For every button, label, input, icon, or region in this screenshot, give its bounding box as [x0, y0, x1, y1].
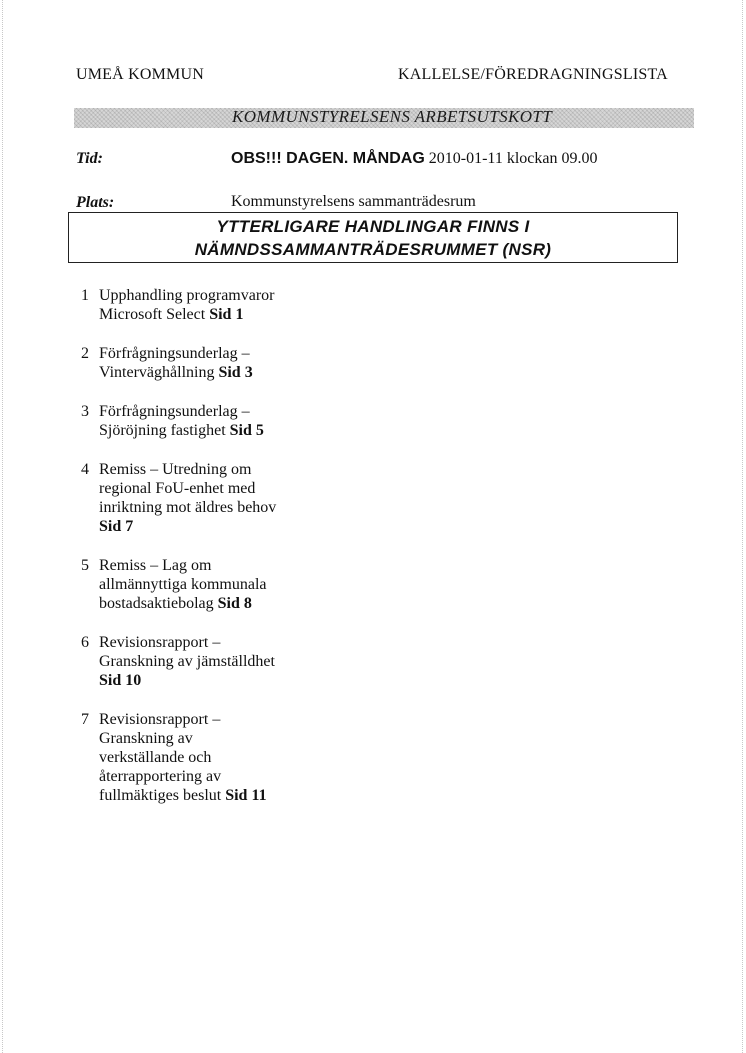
agenda-item-page-ref: Sid 8: [217, 595, 252, 612]
agenda-item-line: Förfrågningsunderlag –: [99, 345, 250, 362]
agenda-item-last-line: [99, 305, 336, 324]
agenda-item-text: [99, 710, 336, 805]
agenda-item-last-line: [99, 671, 336, 690]
agenda-item-line: Förfrågningsunderlag –: [99, 403, 250, 420]
agenda-item-line: återrapportering av: [99, 768, 222, 785]
agenda-item-last-text: bostadsaktiebolag: [99, 595, 218, 612]
agenda-item-text: [99, 402, 336, 440]
agenda-item-line: allmännyttiga kommunala: [99, 576, 267, 593]
agenda-item-text: [99, 633, 336, 690]
agenda-list: [76, 286, 336, 825]
agenda-item: [76, 402, 336, 440]
tid-highlight: OBS!!! DAGEN. MÅNDAG: [231, 150, 425, 167]
scan-edge-right: [742, 0, 743, 1053]
agenda-item-number: 7: [81, 711, 89, 728]
document-type: KALLELSE/FÖREDRAGNINGSLISTA: [398, 66, 668, 83]
agenda-item-line: verkställande och: [99, 749, 212, 766]
agenda-item-number: 1: [81, 287, 89, 304]
agenda-item-page-ref: Sid 7: [99, 518, 134, 535]
tid-label: Tid:: [76, 150, 103, 167]
agenda-item-page-ref: Sid 1: [209, 306, 244, 323]
agenda-item-last-line: [99, 363, 336, 382]
agenda-item-line: regional FoU-enhet med: [99, 480, 256, 497]
agenda-item-page-ref: Sid 3: [218, 364, 253, 381]
banner-title: KOMMUNSTYRELSENS ARBETSUTSKOTT: [232, 107, 553, 126]
agenda-item-text: [99, 344, 336, 382]
agenda-item-number: 6: [81, 634, 89, 651]
agenda-item-last-text: fullmäktiges beslut: [99, 787, 226, 804]
notice-line-1: YTTERLIGARE HANDLINGAR FINNS I: [216, 217, 530, 236]
agenda-item-last-line: [99, 517, 336, 536]
agenda-item-line: Remiss – Utredning om: [99, 461, 252, 478]
notice-line-2: NÄMNDSSAMMANTRÄDESRUMMET (NSR): [194, 240, 552, 259]
agenda-item-line: Revisionsrapport –: [99, 634, 221, 651]
agenda-item-last-text: Vinterväghållning: [99, 364, 219, 381]
agenda-item-line: inriktning mot äldres behov: [99, 499, 277, 516]
agenda-item: [76, 344, 336, 382]
plats-label: Plats:: [76, 194, 115, 211]
agenda-item: [76, 286, 336, 324]
agenda-item: [76, 556, 336, 613]
agenda-item: [76, 710, 336, 805]
agenda-item-line: Remiss – Lag om: [99, 557, 212, 574]
agenda-item-last-text: Sjöröjning fastighet: [99, 422, 230, 439]
agenda-item-last-line: [99, 594, 336, 613]
agenda-item-page-ref: Sid 11: [225, 787, 267, 804]
notice-text: [68, 215, 678, 261]
agenda-item-number: 5: [81, 557, 89, 574]
organization-name: UMEÅ KOMMUN: [76, 66, 204, 83]
tid-value: [231, 150, 597, 168]
agenda-item-page-ref: Sid 10: [99, 672, 142, 689]
agenda-item-last-text: Microsoft Select: [99, 306, 210, 323]
tid-date-time: 2010-01-11 klockan 09.00: [424, 150, 598, 167]
agenda-item-page-ref: Sid 5: [229, 422, 264, 439]
agenda-item-line: Upphandling programvaror: [99, 287, 275, 304]
plats-value: Kommunstyrelsens sammanträdesrum: [231, 193, 476, 210]
agenda-item-text: [99, 286, 336, 324]
agenda-item-line: Granskning av jämställdhet: [99, 653, 275, 670]
agenda-item: [76, 633, 336, 690]
agenda-item-text: [99, 460, 336, 536]
agenda-item-line: Granskning av: [99, 730, 193, 747]
agenda-item-text: [99, 556, 336, 613]
agenda-item-last-line: [99, 786, 336, 805]
scan-edge-left: [2, 0, 3, 1053]
agenda-item-number: 4: [81, 461, 89, 478]
agenda-item-line: Revisionsrapport –: [99, 711, 221, 728]
agenda-item-last-line: [99, 421, 336, 440]
agenda-item-number: 3: [81, 403, 89, 420]
agenda-item-number: 2: [81, 345, 89, 362]
agenda-item: [76, 460, 336, 536]
